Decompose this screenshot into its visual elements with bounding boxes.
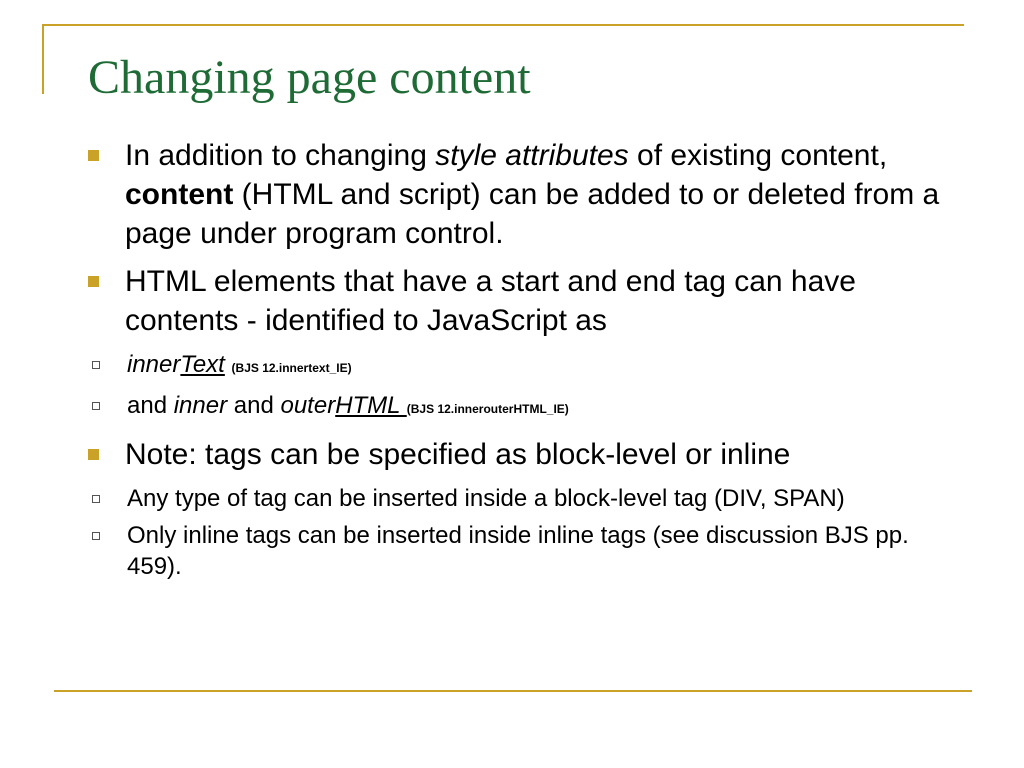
sub-bullet-text — [225, 351, 232, 378]
left-divider — [42, 24, 44, 94]
slide-title: Changing page content — [88, 51, 531, 104]
emphasis-text: outer — [280, 392, 336, 419]
bullet-text: (HTML and script) can be added to or deleted from a page under program control. — [125, 178, 940, 250]
sub-bullet-item — [88, 349, 948, 384]
bullet-text: HTML elements that have a start and end tag can have contents - identified to JavaScript as — [125, 265, 856, 337]
sub-bullet-item — [88, 483, 948, 514]
reference-text: (BJS 12.innertext_IE) — [231, 361, 352, 375]
hollow-square-bullet-icon — [92, 361, 100, 369]
sub-bullet-text: and — [227, 392, 281, 419]
top-divider — [42, 24, 964, 26]
hollow-square-bullet-icon — [92, 532, 100, 540]
sub-bullet-item — [88, 390, 948, 425]
emphasis-text: inner — [173, 392, 228, 419]
hollow-square-bullet-icon — [92, 402, 100, 410]
bullet-item — [88, 435, 948, 474]
bullet-text: Note: tags can be specified as block-level or inline — [125, 438, 791, 471]
bold-text: content — [125, 178, 234, 211]
sub-bullet-text: Only inline tags can be inserted inside inline tags (see discussion BJS pp. 459). — [127, 522, 909, 580]
sub-bullet-text: and — [127, 392, 174, 419]
square-bullet-icon — [88, 276, 99, 287]
underlined-text: Text — [180, 351, 225, 378]
square-bullet-icon — [88, 150, 99, 161]
underlined-text: HTML — [335, 392, 407, 419]
slide-body — [88, 136, 948, 586]
emphasis-text: style attributes — [435, 139, 629, 172]
square-bullet-icon — [88, 449, 99, 460]
hollow-square-bullet-icon — [92, 495, 100, 503]
reference-text: (BJS 12.innerouterHTML_IE) — [406, 402, 569, 416]
bullet-item — [88, 136, 948, 253]
sub-bullet-text: Any type of tag can be inserted inside a block-level tag (DIV, SPAN) — [127, 485, 845, 512]
bullet-item — [88, 262, 948, 340]
bullet-text: of existing content, — [628, 139, 888, 172]
bottom-divider — [54, 690, 972, 692]
emphasis-text: inner — [127, 351, 181, 378]
bullet-text: In addition to changing — [125, 139, 436, 172]
sub-bullet-item — [88, 520, 948, 582]
